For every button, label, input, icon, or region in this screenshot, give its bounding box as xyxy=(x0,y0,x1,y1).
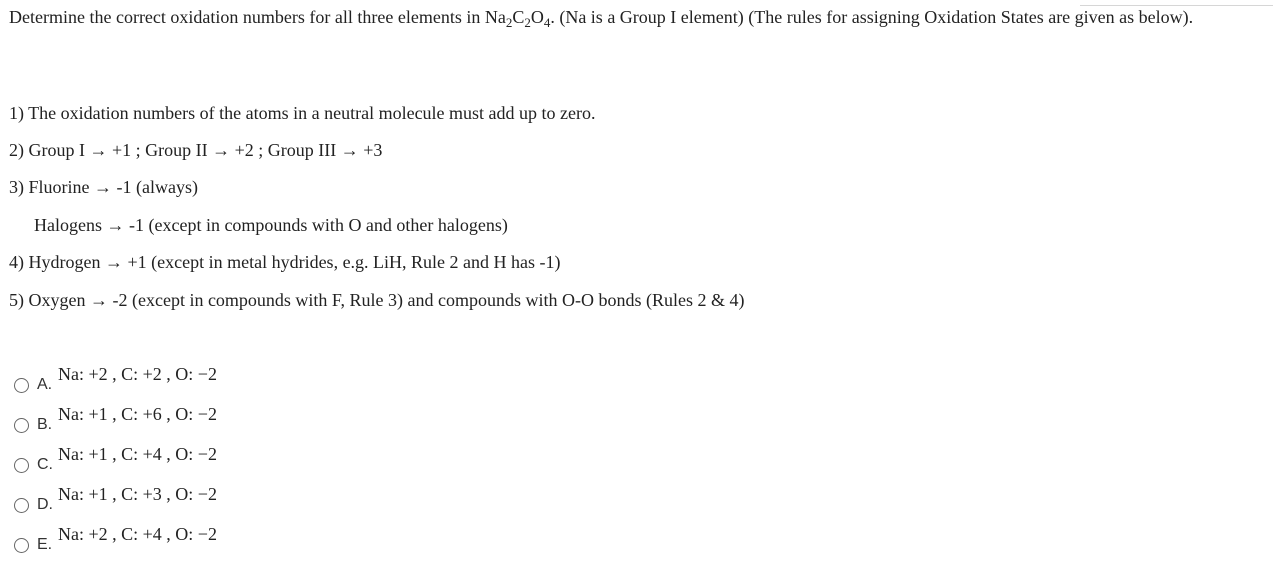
rule-2: 2) Group I → +1 ; Group II → +2 ; Group III → +3 xyxy=(9,140,383,160)
question-text xyxy=(9,4,1259,31)
rule-3-halogens: Halogens → -1 (except in compounds with O and other halogens) xyxy=(34,215,508,235)
formula-carbon: C xyxy=(512,7,525,27)
choice-e[interactable] xyxy=(14,524,314,558)
formula-subscript-c: 2 xyxy=(524,15,531,30)
choice-b[interactable] xyxy=(14,404,314,438)
rule-4: 4) Hydrogen → +1 (except in metal hydrides, e.g. LiH, Rule 2 and H has -1) xyxy=(9,252,561,272)
choice-a-letter: A. xyxy=(37,376,53,393)
radio-b[interactable] xyxy=(14,418,29,433)
choice-e-letter: E. xyxy=(37,536,53,553)
rule-5: 5) Oxygen → -2 (except in compounds with F, Rule 3) and compounds with O-O bonds (Rules 2 & 4) xyxy=(9,290,745,310)
choice-c[interactable] xyxy=(14,444,314,478)
radio-e[interactable] xyxy=(14,538,29,553)
question-prefix: Determine the correct oxidation numbers for all three elements in Na xyxy=(9,7,506,27)
choice-c-text: Na: +1 , C: +4 , O: −2 xyxy=(58,444,217,464)
radio-c[interactable] xyxy=(14,458,29,473)
radio-a[interactable] xyxy=(14,378,29,393)
formula-subscript-na: 2 xyxy=(505,15,513,30)
formula-subscript-o: 4 xyxy=(543,15,551,30)
choice-a-text: Na: +2 , C: +2 , O: −2 xyxy=(58,364,217,384)
choice-b-letter: B. xyxy=(37,416,53,433)
radio-d[interactable] xyxy=(14,498,29,513)
rule-3: 3) Fluorine → -1 (always) xyxy=(9,177,198,197)
choice-a[interactable] xyxy=(14,364,314,398)
choice-d[interactable] xyxy=(14,484,314,518)
rule-1: 1) The oxidation numbers of the atoms in a neutral molecule must add up to zero. xyxy=(9,103,596,123)
choice-d-letter: D. xyxy=(37,496,53,513)
choice-d-text: Na: +1 , C: +3 , O: −2 xyxy=(58,484,217,504)
choice-c-letter: C. xyxy=(37,456,53,473)
question-suffix: . (Na is a Group I element) (The rules for assigning Oxidation States are given as below). xyxy=(550,7,1194,27)
choice-b-text: Na: +1 , C: +6 , O: −2 xyxy=(58,404,217,424)
formula-oxygen: O xyxy=(530,7,544,27)
choice-e-text: Na: +2 , C: +4 , O: −2 xyxy=(58,524,217,544)
